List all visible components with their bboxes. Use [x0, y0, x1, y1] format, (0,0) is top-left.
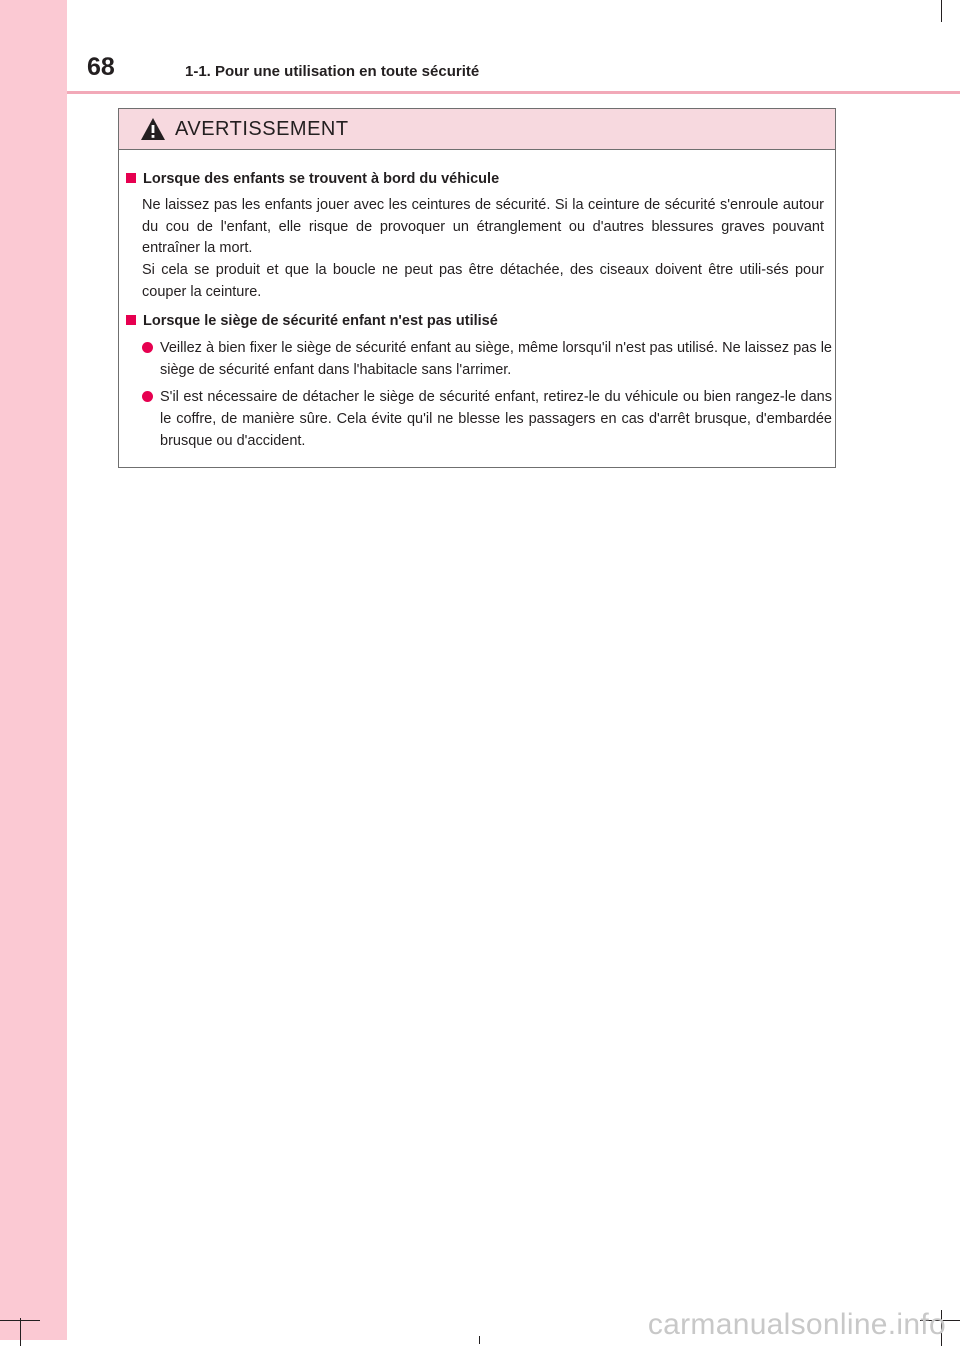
crop-mark: [20, 1318, 21, 1346]
section-heading-text: Lorsque le siège de sécurité enfant n'est pas utilisé: [143, 313, 498, 329]
header-rule: [67, 91, 960, 94]
crop-mark: [0, 1320, 40, 1321]
paragraph: Si cela se produit et que la boucle ne peut pas être détachée, des ciseaux doivent être utili-sés pour couper la ceinture.: [142, 262, 824, 300]
warning-title: AVERTISSEMENT: [175, 118, 349, 140]
bullet-dot-icon: [142, 342, 153, 353]
warning-triangle-icon: [140, 117, 166, 141]
square-bullet-icon: [126, 315, 136, 325]
list-item-text: Veillez à bien fixer le siège de sécurité enfant au siège, même lorsqu'il n'est pas utilisé. Ne laissez pas le siège de sécurité enfant dans l'habitacle sans l'arrimer.: [160, 340, 832, 378]
section-heading-text: Lorsque des enfants se trouvent à bord du véhicule: [143, 171, 500, 187]
section-heading: [126, 311, 498, 331]
section-heading: [126, 169, 499, 189]
side-band: [0, 0, 67, 1340]
watermark: carmanualsonline.info: [647, 1308, 946, 1341]
paragraph: Ne laissez pas les enfants jouer avec les ceintures de sécurité. Si la ceinture de sécurité s'enroule autour du cou de l'enfant, elle risque de provoquer un étranglement ou d'autres blessures graves pouvant entraîner la mort.: [142, 197, 824, 257]
section-title: 1-1. Pour une utilisation en toute sécurité: [185, 63, 480, 80]
list-item-text: S'il est nécessaire de détacher le siège de sécurité enfant, retirez-le du véhicule ou bien rangez-le dans le coffre, de manière sûre. Cela évite qu'il ne blesse les passagers en cas d'arrêt brusque, d'embardée brusque ou d'accident.: [160, 389, 832, 449]
page-number: 68: [87, 53, 115, 81]
square-bullet-icon: [126, 173, 136, 183]
crop-mark: [941, 0, 942, 22]
warning-header: [119, 109, 835, 150]
warning-box: [118, 108, 836, 468]
bullet-dot-icon: [142, 391, 153, 402]
crop-mark: [479, 1336, 480, 1344]
